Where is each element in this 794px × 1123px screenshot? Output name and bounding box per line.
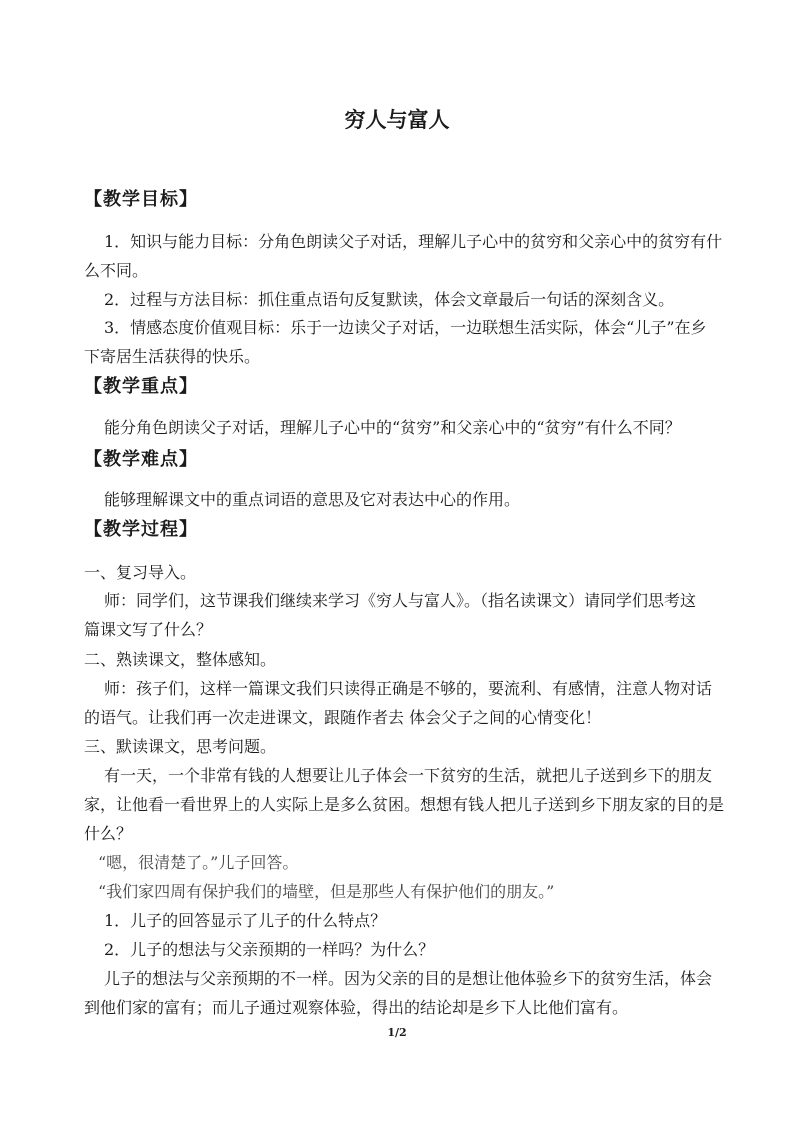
step-3-paragraph-line-1: 有一天，一个非常有钱的人想要让儿子体会一下贫穷的生活，就把儿子送到乡下的朋友 (104, 766, 713, 785)
goals-paragraph-1-line-2: 么不同。 (84, 261, 149, 280)
answer-line-2: 到他们家的富有；而儿子通过观察体验，得出的结论却是乡下人比他们富有。 (84, 998, 629, 1017)
answer-line-1: 儿子的想法与父亲预期的不一样。因为父亲的目的是想让他体验乡下的贫穷生活，体会 (104, 969, 713, 988)
goals-paragraph-1-line-1: 1．知识与能力目标：分角色朗读父子对话，理解儿子心中的贫穷和父亲心中的贫穷有什 (104, 232, 723, 251)
page-title: 穷人与富人 (344, 107, 450, 132)
question-2: 2．儿子的想法与父亲预期的一样吗？为什么？ (104, 940, 435, 959)
process-step-1: 一、复习导入。 (84, 563, 197, 582)
step-3-paragraph-line-2: 家，让他看一看世界上的人实际上是多么贫困。想想有钱人把儿子送到乡下朋友家的目的是 (84, 795, 725, 814)
goals-paragraph-3-line-1: 3．情感态度价值观目标：乐于一边读父子对话，一边联想生活实际，体会“儿子”在乡 (104, 318, 707, 337)
step-2-paragraph-line-1: 师：孩子们，这样一篇课文我们只读得正确是不够的，要流利、有感情，注意人物对话 (104, 679, 713, 698)
quote-1: “嗯，很清楚了。”儿子回答。 (98, 853, 299, 872)
question-1: 1．儿子的回答显示了儿子的什么特点？ (104, 911, 387, 930)
goals-paragraph-2: 2．过程与方法目标：抓住重点语句反复默读，体会文章最后一句话的深刻含义。 (104, 290, 675, 309)
process-step-2: 二、熟读课文，整体感知。 (84, 650, 277, 669)
page-number: 1/2 (387, 1026, 407, 1039)
difficulty-paragraph: 能够理解课文中的重点词语的意思及它对表达中心的作用。 (104, 490, 521, 509)
step-3-paragraph-line-3: 什么？ (84, 824, 133, 843)
key-points-paragraph: 能分角色朗读父子对话，理解儿子心中的“贫穷”和父亲心中的“贫穷”有什么不同？ (104, 418, 681, 437)
goals-paragraph-3-line-2: 下寄居生活获得的快乐。 (84, 347, 261, 366)
step-2-paragraph-line-2: 的语气。让我们再一次走进课文，跟随作者去 体会父子之间的心情变化！ (84, 708, 602, 727)
heading-goals: 【教学目标】 (84, 189, 198, 210)
step-1-paragraph-line-1: 师：同学们，这节课我们继续来学习《穷人与富人》。（指名读课文）请同学们思考这 (104, 591, 697, 610)
process-step-3: 三、默读课文，思考问题。 (84, 737, 277, 756)
quote-2: “我们家四周有保护我们的墙壁，但是那些人有保护他们的朋友。” (98, 882, 555, 901)
step-1-paragraph-line-2: 篇课文写了什么？ (84, 620, 213, 639)
heading-process: 【教学过程】 (84, 519, 198, 540)
heading-difficulty: 【教学难点】 (84, 449, 198, 470)
heading-key-points: 【教学重点】 (84, 376, 198, 397)
